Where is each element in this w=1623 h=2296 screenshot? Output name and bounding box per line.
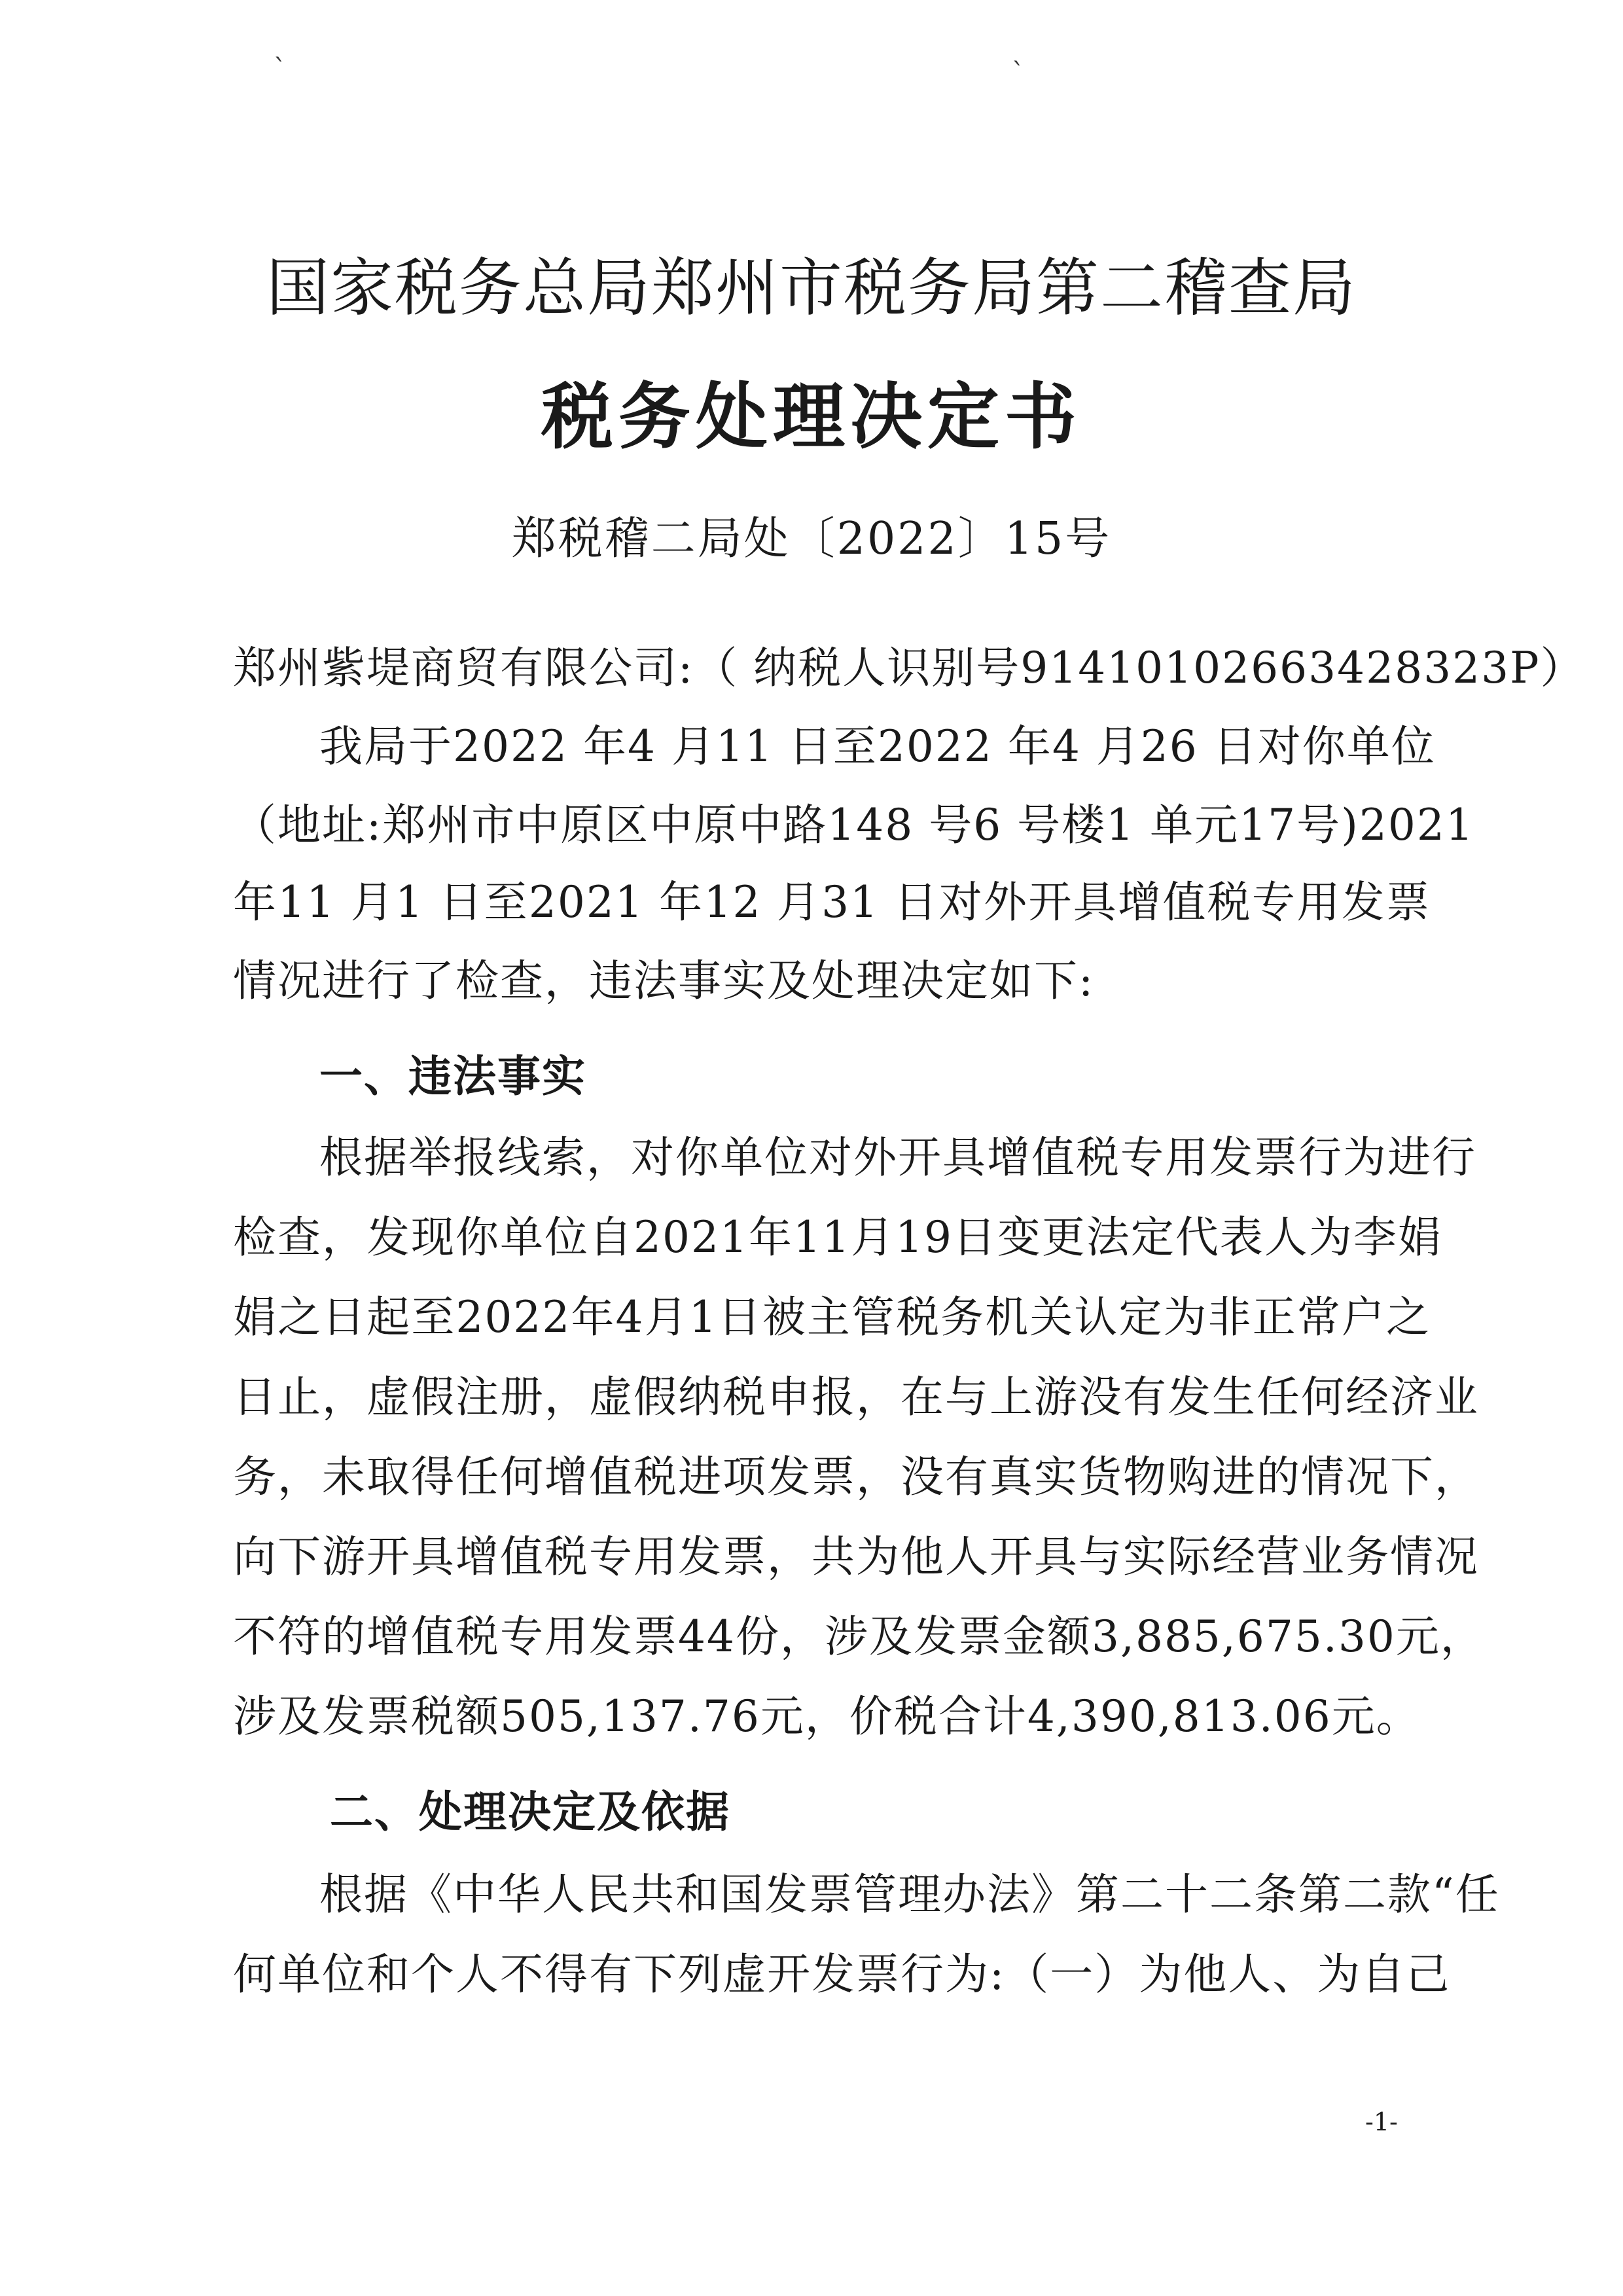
body-line: 涉及发票税额505,137.76元，价税合计4,390,813.06元。 [233,1691,1421,1742]
body-line: 何单位和个人不得有下列虚开发票行为:（一）为他人、为自己 [233,1949,1451,2000]
scan-mark: ˋ [1012,58,1025,88]
issuing-authority: 国家税务总局郑州市税务局第二稽查局 [266,251,1357,325]
page-number: -1- [1365,2108,1398,2136]
document-number: 郑税稽二局处〔2022〕15号 [511,513,1112,565]
document-title: 税务处理决定书 [541,375,1082,459]
intro-line: （地址:郑州市中原区中原中路148 号6 号楼1 单元17号)2021 [233,800,1474,850]
body-line: 检查，发现你单位自2021年11月19日变更法定代表人为李娟 [233,1212,1442,1263]
body-line: 务，未取得任何增值税进项发票，没有真实货物购进的情况下， [233,1452,1479,1502]
body-line: 根据《中华人民共和国发票管理办法》第二十二条第二款“任 [319,1869,1500,1920]
intro-line: 年11 月1 日至2021 年12 月31 日对外开具增值税专用发票 [233,877,1431,927]
section-heading: 一、违法事实 [319,1051,586,1102]
scan-mark: ˋ [274,54,287,84]
body-line: 向下游开具增值税专用发票，共为他人开具与实际经营业务情况 [233,1532,1479,1582]
body-line: 娟之日起至2022年4月1日被主管税务机关认定为非正常户之 [233,1292,1431,1342]
body-line: 不符的增值税专用发票44份，涉及发票金额3,885,675.30元， [233,1611,1485,1662]
recipient-line: 郑州紫堤商贸有限公司:（ 纳税人识别号91410102663428323P） [233,643,1585,693]
body-line: 日止，虚假注册，虚假纳税申报，在与上游没有发生任何经济业 [233,1372,1479,1422]
intro-line: 我局于2022 年4 月11 日至2022 年4 月26 日对你单位 [319,721,1436,772]
body-line: 根据举报线索，对你单位对外开具增值税专用发票行为进行 [319,1132,1476,1183]
section-heading: 二、处理决定及依据 [330,1787,730,1837]
intro-line: 情况进行了检查，违法事实及处理决定如下: [233,956,1095,1006]
